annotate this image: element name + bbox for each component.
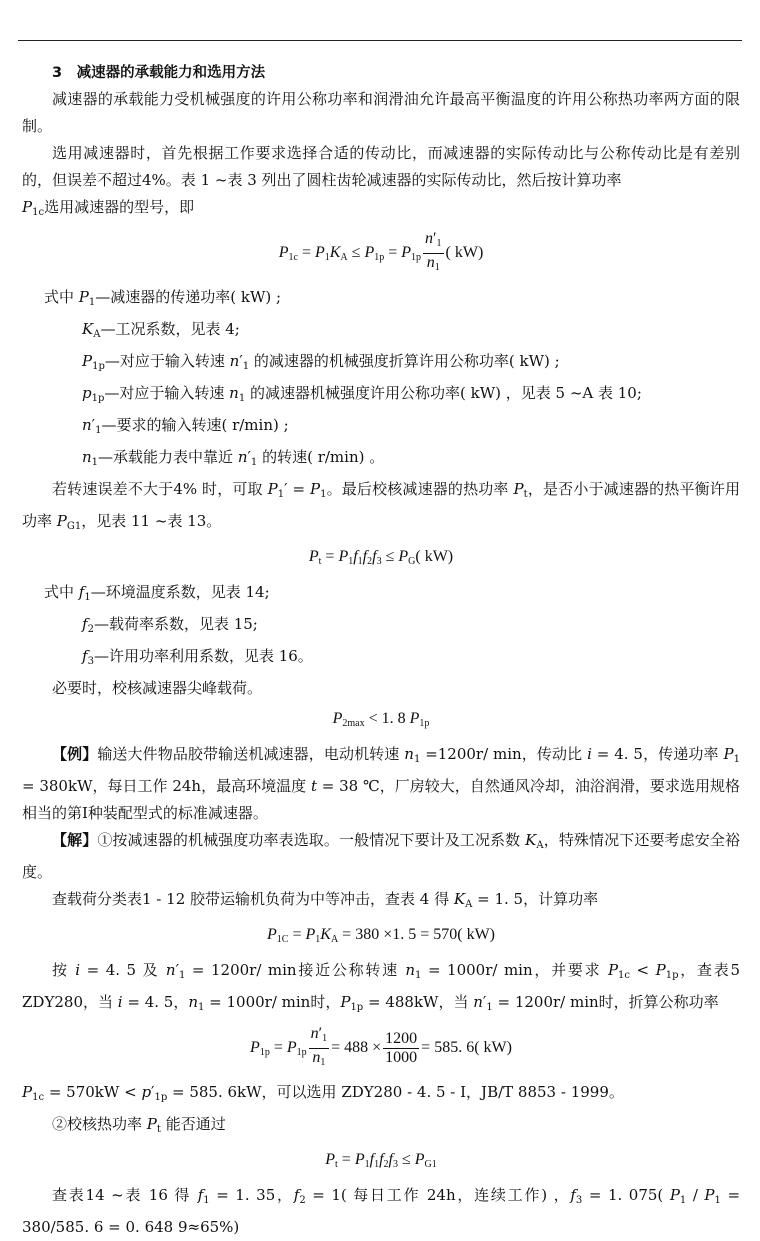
definition-n1: $n_1—$承载能力表中靠近 $n'_1$ 的转速( r/min) 。 [82, 448, 385, 469]
paragraph-load-class: 查载荷分类表1 - 12 胶带运输机负荷为中等冲击，查表 4 得 $K_A = 1$. 5，计算功率 [52, 890, 599, 911]
definition-ka: $K_A—$工况系数，见表 4; [82, 320, 240, 341]
equation-calc-power: $P_{1c} = P_1K_A \le P_{1p} = P_{1p}$ $\frac{n'_1}{n_1}$ ( kW) [278, 230, 484, 273]
paragraph-thermal-step2: ②校核热功率 $P_t$ 能否通过 [52, 1115, 226, 1136]
definition-f3: $f_3—$许用功率利用系数，见表 16。 [82, 647, 313, 668]
definition-list-1: 式中 $P_1—$减速器的传递功率( kW) ; [44, 288, 282, 309]
paragraph-thermal-check: 若转速误差不大于4% 时，可取 $P_1' = P_1$。最后校核减速器的热功率 $P_t$，是否小于减速器的热平衡许用功率 $P_{G1}$，见表 11 ~表 13。 [22, 480, 740, 533]
paragraph-example: 【例】输送大件物品胶带输送机减速器，电动机转速 $n_1 =1200r/$ min，传动比 i = 4. 5，传递功率 $P_1 = 380kW$，每日工作 24h，最高环境温度 t = 38 ℃，厂房较大，自然通风冷却，油浴润滑，要求选用规格相当的第Ⅰ种装配型式的标准减速器。 [22, 745, 740, 823]
paragraph-table-lookup: 按 i = 4. 5 及 $n'_1 = 1200r/$ min接近公称转速 $n_1 = 1000r/$ min，并要求 $P_{1c} < P_{1p}$，查表5 ZDY280，当 i = 4. 5，$n_1 = 1000r/$ min时，$P_{1p} = 488kW$，当 $n'_1 = 1200r/$ min时，折算公称功率 [22, 961, 741, 1014]
equation-thermal-check: $P_t = P_1f_1f_2f_3 \le P_{G1}$ [325, 1151, 437, 1171]
header-rule [18, 40, 742, 41]
document-page [22, 60, 740, 1241]
definition-n1-prime: $n'_1—$要求的输入转速( r/min) ; [82, 416, 289, 437]
paragraph-selection-intro: 选用减速器时，首先根据工作要求选择合适的传动比，而减速器的实际传动比与公称传动比是有差别的，但误差不超过4%。表 1 ~表 3 列出了圆柱齿轮减速器的实际传动比，然后按计算功率 $P_{1c}$选用减速器的型号，即 [22, 144, 740, 218]
paragraph-solution-step1: 【解】①按减速器的机械强度功率表选取。一般情况下要计及工况系数 $K_A$，特殊情况下还要考虑安全裕度。 [22, 831, 740, 882]
section-heading: 3 减速器的承载能力和选用方法 [52, 65, 266, 81]
paragraph-capacity-limits: 减速器的承载能力受机械强度的许用公称功率和润滑油允许最高平衡温度的许用公称热功率两方面的限制。 [22, 90, 740, 135]
definition-list-2: 式中 $f_1—$环境温度系数，见表 14; [44, 583, 270, 604]
paragraph-thermal-factors: 查表14 ~表 16 得 $f_1 = 1$. 35，$f_2 = 1$( 每日工作 24h，连续工作) ，$f_3 = 1$. 075( $P_1 / P_1 = 380/585$. 6 = 0. 648 9≈65%) [22, 1186, 741, 1237]
paragraph-selection-result: $P_{1c} = 570kW < p'_{1p} = 585$. 6kW，可以选用 ZDY280 - 4. 5 - Ⅰ，JB/T 8853 - 1999。 [22, 1083, 624, 1104]
definition-p1p-lower: $p_{1p}—$对应于输入转速 $n_1$ 的减速器机械强度许用公称功率( kW) ，见表 5 ~A 表 10; [82, 384, 642, 405]
paragraph-peak-load: 必要时，校核减速器尖峰载荷。 [52, 679, 263, 698]
equation-converted-power: $P_{1p} = P_{1p}$ $\frac{n'_1}{n_1}$ = 488 × $\frac{1200}{1000}$ = 585. 6( kW) [250, 1025, 512, 1069]
equation-peak-load: $P_{2max} < 1$. 8 $P_{1p}$ [332, 710, 430, 730]
equation-p1c-value: $P_{1C} = P_1K_A = 380 \times 1$. 5 = 570( kW) [267, 926, 495, 946]
equation-thermal-power: $P_t = P_1f_1f_2f_3 \le P_G$( kW) [308, 548, 454, 568]
definition-f2: $f_2—$载荷率系数，见表 15; [82, 615, 258, 636]
definition-p1p: $P_{1p}—$对应于输入转速 $n'_1$ 的减速器的机械强度折算许用公称功率( kW) ; [82, 352, 560, 373]
